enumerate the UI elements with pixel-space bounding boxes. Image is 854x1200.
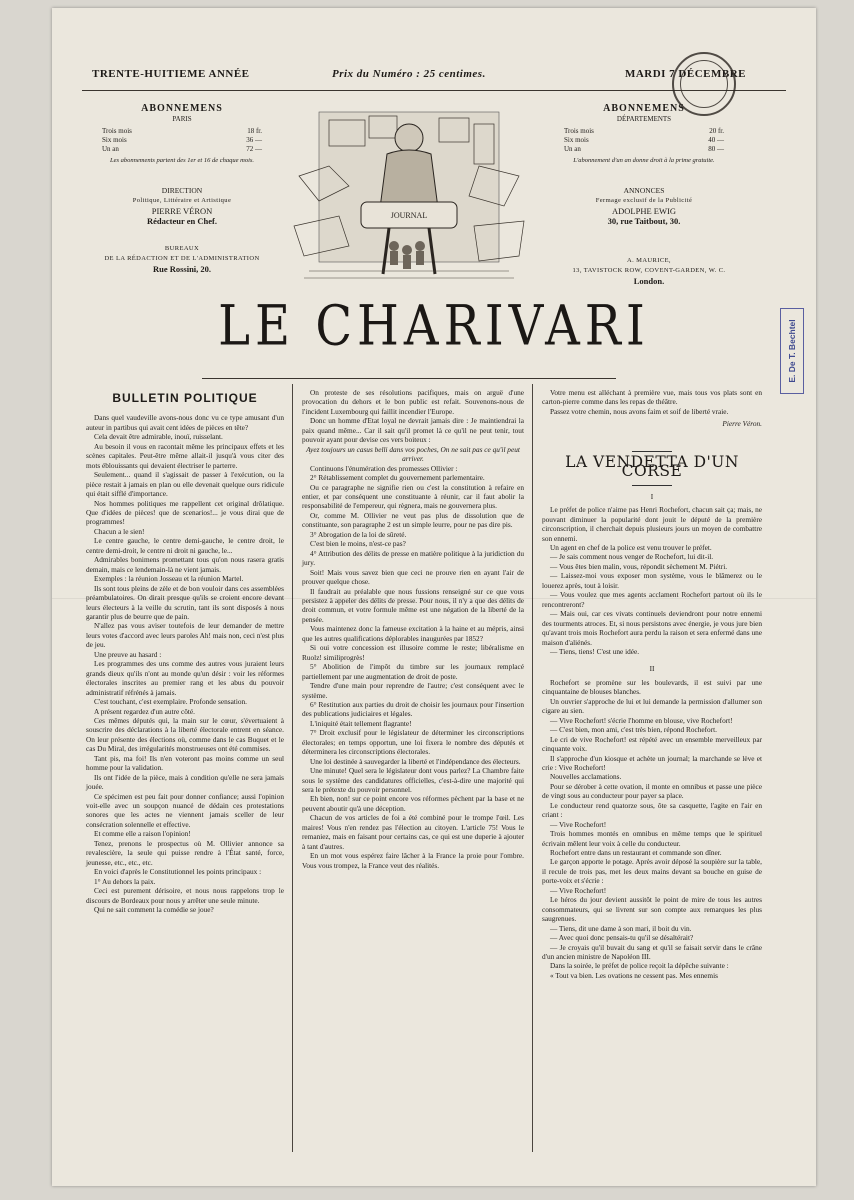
paragraph: Trois hommes montés en omnibus en même temps que le spirituel écrivain mêlent leur voix à celle du conducteur. — [542, 829, 762, 848]
paragraph: Ils sont tous pleins de zèle et de bon vouloir dans ces assemblées préambulatoires. On dirait presque qu'ils se croient encore devant leurs électeurs à la veille du scrutin, tant ils sont disposés à nous garantir plus de beurre que de pain. — [86, 583, 284, 621]
paragraph: 3° Abrogation de la loi de sûreté. — [310, 529, 407, 539]
subs-dept-title: ABONNEMENS — [603, 103, 685, 114]
journal-label: JOURNAL — [390, 211, 428, 220]
paragraph: Eh bien, non! sur ce point encore vos réformes pèchent par la base et ne peuvent aboutir qu'à une déception. — [302, 794, 524, 813]
paragraph: Vous maintenez donc la fameuse excitation à la haine et au mépris, ainsi que les autres qualifications déplorables inaugurées par 1852? — [302, 624, 524, 643]
paragraph: 5° Abolition de l'impôt du timbre sur les journaux remplacé partiellement par une augmentation de droit de poste. — [302, 662, 524, 681]
paragraph: Soit! Mais vous savez bien que ceci ne prouve rien en ayant l'air de prouver quelque chose. — [302, 567, 524, 587]
story-part-1 — [542, 505, 762, 656]
subs-dept-subtitle: DÉPARTEMENTS — [616, 115, 672, 123]
paragraph: Il s'approche d'un kiosque et achète un journal; la marchande se lève et crie : Vive Rochefort! — [542, 753, 762, 772]
paragraph: Donc un homme d'Etat loyal ne devrait jamais dire : Je maintiendrai la paix quand même... Car il sait qu'il promet là ce qu'il ne peut tenir, tout pouvoir ayant pour devise ces vers boiteux : — [302, 416, 524, 445]
london-name: A. MAURICE, — [627, 257, 671, 264]
paragraph: Ayez toujours un casus belli dans vos poches, On ne sait pas ce qu'il peut arriver. — [306, 444, 520, 464]
subs-paris-title: ABONNEMENS — [141, 103, 223, 114]
paragraph: A présent regardez d'un autre côté. — [94, 706, 195, 716]
paragraph: — Je croyais qu'il buvait du sang et qu'il se faisait servir dans le crâne d'un ancien ministre de Napoléon III. — [542, 942, 762, 962]
subs-paris-subtitle: PARIS — [172, 115, 192, 123]
paragraph: Une minute! Quel sera le législateur dont vous parlez? La Chambre faite sous le système des candidatures officielles, c'est-à-dire une majorité qui sera le prétexte du pouvoir personnel. — [302, 766, 524, 795]
paragraph: Continuons l'énumération des promesses Ollivier : — [310, 463, 458, 473]
column-divider — [292, 384, 293, 1152]
paragraph: Chacun a le sien! — [94, 526, 145, 536]
direction-block — [102, 186, 262, 226]
section-rule — [632, 485, 672, 486]
london-address: 13, TAVISTOCK ROW, COVENT-GARDEN, W. C. — [572, 267, 726, 274]
paragraph: N'allez pas vous aviser toutefois de leur demander de mettre leurs votes d'accord avec leurs paroles Ah! mais non, ceci n'est plus de jeu. — [86, 621, 284, 650]
column-middle — [302, 388, 524, 870]
annonces-block — [564, 186, 724, 226]
paragraph: C'est bien le moins, n'est-ce pas? — [310, 539, 406, 549]
article-title: BULLETIN POLITIQUE — [112, 391, 258, 405]
annonces-address: 30, rue Taitbout, 30. — [607, 216, 681, 226]
paragraph: — Vous êtes bien malin, vous, répondit sèchement M. Piétri. — [550, 561, 728, 571]
direction-title: DIRECTION — [161, 186, 203, 195]
annonces-line: Fermage exclusif de la Publicité — [595, 197, 693, 204]
paragraph: Nouvelles acclamations. — [550, 772, 622, 782]
paragraph: Seulement... quand il s'agissait de passer à l'exécution, ou la pièce restait à jamais en plan ou elle devenait quelque ours ridicule qui était sifflé d'importance. — [86, 470, 284, 499]
bureaux-block — [102, 244, 262, 274]
paragraph: Rochefort entre dans un restaurant et commande son dîner. — [550, 848, 722, 858]
subscriptions-paris — [102, 104, 262, 165]
subs-row: Six mois 36 — — [102, 136, 262, 144]
paragraph: Ces mêmes députés qui, la main sur le cœur, s'évertuaient à souscrire des déclarations à la liberté électorale entrent en séance. On leur présente des élections où, comme dans le cas Buquet et le cas Du Miral, des irrégularités monstrueuses ont été commises. — [86, 715, 284, 754]
subs-row: Trois mois 18 fr. — [102, 127, 262, 135]
paragraph: — Tiens, tiens! C'est une idée. — [550, 646, 640, 656]
paragraph: Tenez, prenons le prospectus où M. Ollivier annonce sa revalescière, la seule qui puisse rendre à l'État santé, force, jeunesse, etc., etc., etc. — [86, 838, 284, 867]
paragraph: En un mot vous espérez faire lâcher à la France la proie pour l'ombre. Vous vous trompez, la France veut des réalités. — [302, 851, 524, 870]
paragraph: — Vive Rochefort! — [550, 819, 607, 829]
paragraph: Nos hommes politiques me rappellent cet original drôlatique. Que d'idées de pièces! que de scenarios!... je vous dirai que de programmes! — [86, 498, 284, 527]
paragraph: Un ouvrier s'approche de lui et lui demande la permission d'allumer son cigare au sien. — [542, 696, 762, 716]
paragraph: Qui ne sait comment la comédie se joue? — [94, 905, 214, 915]
story-title: LA VENDETTA D'UN CORSE — [565, 452, 739, 481]
subs-row: Six mois 40 — — [564, 136, 724, 144]
subscriptions-departments — [564, 104, 724, 165]
london-city: London. — [633, 276, 665, 286]
subs-row: Un an 80 — — [564, 145, 724, 153]
paragraph: Passez votre chemin, nous avons faim et soif de liberté vraie. — [550, 406, 729, 416]
paragraph: « Tout va bien. Les ovations ne cessent pas. Mes ennemis — [550, 970, 718, 980]
annonces-title: ANNONCES — [623, 186, 665, 195]
section-rule — [632, 451, 672, 452]
story-part-2 — [542, 678, 762, 981]
paragraph: Une preuve au hasard : — [94, 649, 162, 659]
column-divider — [532, 384, 533, 1152]
direction-line: Politique, Littéraire et Artistique — [132, 197, 232, 204]
paragraph: 2° Rétablissement complet du gouvernement parlementaire. — [310, 473, 485, 483]
subs-paris-note: Les abonnements partent des 1er et 16 de chaque mois. — [109, 157, 255, 164]
london-block — [564, 256, 734, 286]
paragraph: Il faudrait au préalable que nous fussions renseigné sur ce que vous persistez à appeler des délits de presse. Pour nous, il n'y a que des délits de droit commun, et votre formule même est une négation de la liberté de la pensée. — [302, 586, 524, 624]
article-conclusion — [542, 388, 762, 416]
paragraph: L'iniquité était tellement flagrante! — [310, 718, 412, 728]
paragraph: — Mais oui, car ces vivats continuels deviendront pour notre ennemi des tourments atroces. Et, si nous persistons avec énergie, je vous jure bien qu'avant trois mois Rochefort aura perdu la raison et sera enfermé dans une maison d'aliénés. — [542, 609, 762, 647]
paragraph: — Vive Rochefort! s'écrie l'homme en blouse, vive Rochefort! — [550, 715, 733, 725]
subs-row: Trois mois 20 fr. — [564, 127, 724, 135]
column-right — [542, 388, 762, 980]
paragraph: Dans quel vaudeville avons-nous donc vu ce type amusant d'un auteur in partibus qui avait cent idées de pièces en tête? — [86, 413, 284, 432]
issue-date: MARDI 7 DÉCEMBRE — [624, 68, 746, 80]
paragraph: Au besoin il vous en racontait même les principaux effets et les scènes capitales. Peut-être même allait-il jusqu'à vous citer des mots éblouissants qui devaient électriser le parterre. — [86, 441, 284, 470]
paragraph: Ils ont l'idée de la pièce, mais à condition qu'elle ne sera jamais jouée. — [86, 772, 284, 792]
paragraph: Le cri de vive Rochefort! est répété avec un ensemble merveilleux par cinquante voix. — [542, 734, 762, 754]
newspaper-page — [52, 8, 816, 1186]
paragraph: 7° Droit exclusif pour le législateur de déterminer les circonscriptions électorales; en temps opportun, une loi fixera le nombre des députés et déterminera les circonscriptions électorales. — [302, 728, 524, 757]
caricature-illustration — [289, 106, 529, 286]
header-line — [92, 68, 746, 86]
paragraph: Exemples : la réunion Josseau et la réunion Martel. — [94, 574, 244, 584]
paragraph: — Vive Rochefort! — [550, 885, 607, 895]
edition-year: TRENTE-HUITIEME ANNÉE — [92, 68, 250, 80]
part-number: I — [650, 491, 654, 501]
paragraph: Le préfet de police n'aime pas Henri Rochefort, chacun sait ça; mais, ne pouvant diminuer la popularité dont jouit le député de la première circonscription, il cherchait depuis plusieurs jours un moyen de combattre son ennemi. — [542, 505, 762, 543]
paragraph: Ceci est purement dérisoire, et nous nous rappelons trop le discours de Bordeaux pour nous y arrêter une seule minute. — [86, 886, 284, 905]
paragraph: Une loi destinée à sauvegarder la liberté et l'indépendance des électeurs. — [310, 756, 521, 766]
paragraph: — Tiens, dit une dame à son mari, il boit du vin. — [550, 923, 692, 933]
paragraph: Or, comme M. Ollivier ne veut pas plus de dissolution que de constituante, son paragraphe 2 est un simple leurre, pour ne pas dire pis. — [302, 510, 524, 530]
paragraph: Le garçon apporte le potage. Après avoir déposé la soupière sur la table, il recule de trois pas, met les deux mains devant sa bouche en guise de porte-voix et s'écrie : — [542, 857, 762, 886]
paragraph: Si oui votre concession est illusoire comme le reste; libéralisme en Ruolz! similiprogrès! — [302, 643, 524, 662]
paragraph: — Avec quoi donc pensais-tu qu'il se désaltérait? — [550, 933, 694, 943]
paragraph: C'est touchant, c'est exemplaire. Profonde sensation. — [94, 697, 247, 707]
paragraph: Tant pis, ma foi! Ils n'en voteront pas moins comme un seul homme pour la validation. — [86, 753, 284, 773]
paragraph: 1° Au dehors la paix. — [94, 876, 156, 886]
annonces-name: ADOLPHE EWIG — [612, 206, 676, 216]
bureaux-title: BUREAUX — [164, 245, 200, 252]
author-signature: Pierre Véron. — [722, 419, 762, 429]
paragraph: Ce spécimen est peu fait pour donner confiance; aussi l'opinion voit-elle avec un soupçon nuancé de dédain ces protestations sonores que les actes ne viennent jamais sceller de leur consécration solennelle et effective. — [86, 791, 284, 829]
paragraph: Votre menu est alléchant à première vue, mais tous vos plats sont en carton-pierre comme dans les repas de théâtre. — [542, 388, 762, 407]
library-stamp: E. De T. Bechtel — [780, 308, 804, 394]
paragraph: Le conducteur rend quatorze sous, ôte sa casquette, l'agite en l'air en criant : — [542, 800, 762, 820]
paragraph: Ou ce paragraphe ne signifie rien ou c'est la constitution à refaire en entier, et par conséquent une constituante à réunir, car il faut abolir la responsabilité de l'empereur, qui règnera, mais ne gouvernera plus. — [302, 482, 524, 511]
part-number: II — [649, 664, 655, 674]
paragraph: Un agent en chef de la police est venu trouver le préfet. — [550, 542, 712, 552]
paragraph: Admirables bonimens promettant tous qu'on nous rasera gratis demain, mais ce lendemain-là ne vient jamais. — [86, 555, 284, 574]
paragraph: 6° Restitution aux parties du droit de choisir les journaux pour l'insertion des publications judiciaires et légales. — [302, 699, 524, 719]
paragraph: Et comme elle a raison l'opinion! — [94, 829, 191, 839]
paragraph: Le centre gauche, le centre demi-gauche, le centre droit, le centre demi-droit, le centre ni droit ni gauche, le... — [86, 536, 284, 555]
paragraph: Cela devait être admirable, inouï, ruisselant. — [94, 432, 223, 442]
paragraph: En voici d'après le Constitutionnel les points principaux : — [94, 867, 262, 877]
journal-scroll — [361, 202, 457, 228]
paragraph: — Laissez-moi vous exposer mon système, vous le blâmerez ou le louerez après, tout à loisir. — [542, 571, 762, 590]
newspaper-masthead: LE CHARIVARI — [218, 293, 650, 359]
editor-name: PIERRE VÉRON — [151, 206, 213, 216]
paragraph: Tendre d'une main pour reprendre de l'autre; c'est conséquent avec le système. — [302, 681, 524, 700]
paragraph: Les programmes des uns comme des autres vous juraient leurs grands dieux qu'ils n'ont au monde qu'un désir : voir les réformes électorales inscrites au premier rang et les abus du pouvoir administratif réfrénés à jamais. — [86, 659, 284, 697]
paragraph: Dans la soirée, le préfet de police reçoit la dépêche suivante : — [550, 961, 729, 971]
masthead-rule — [202, 378, 616, 379]
paragraph: 4° Attribution des délits de presse en matière politique à la juridiction du jury. — [302, 548, 524, 568]
column-bulletin-politique — [86, 392, 284, 914]
paragraph: — Je sais comment nous venger de Rochefort, lui dit-il. — [550, 552, 714, 562]
subs-dept-note: L'abonnement d'un an donne droit à la prime gratuite. — [573, 157, 715, 164]
subs-row: Un an 72 — — [102, 145, 262, 153]
paragraph: On proteste de ses résolutions pacifiques, mais on arguë d'une provocation du dehors et le bon public est refait. Souvenons-nous de l'incident Luxembourg qui faillit incendier l'Europe. — [302, 388, 524, 416]
bureaux-address: Rue Rossini, 20. — [152, 264, 212, 274]
paragraph: — Vous voulez que mes agents acclament Rochefort partout où ils le rencontreront? — [542, 590, 762, 609]
paragraph: — C'est bien, mon ami, c'est très bien, répond Rochefort. — [550, 725, 717, 735]
editor-role: Rédacteur en Chef. — [147, 216, 217, 226]
paragraph: Le héros du jour devient aussitôt le point de mire de tous les autres consommateurs, qui se livrent sur son compte aux remarques les plus saugrenues. — [542, 895, 762, 924]
paragraph: Chacun de vos articles de foi a été combiné pour le trompe l'œil. Les maires! Vous n'en rendez pas l'élection au citoyen. L'article 75! Vous le remaniez, mais en faisant pour certains cas, ce qui est une duperie à ajouter à tant d'autres. — [302, 813, 524, 851]
issue-price: Prix du Numéro : 25 centimes. — [332, 68, 486, 80]
paragraph: Rochefort se promène sur les boulevards, il est suivi par une cinquantaine de blouses blanches. — [542, 677, 762, 697]
paragraph: Pour se dérober à cette ovation, il monte en omnibus et passe une pièce de vingt sous au conducteur pour payer sa place. — [542, 781, 762, 801]
bureaux-line: DE LA RÉDACTION ET DE L'ADMINISTRATION — [104, 255, 260, 262]
